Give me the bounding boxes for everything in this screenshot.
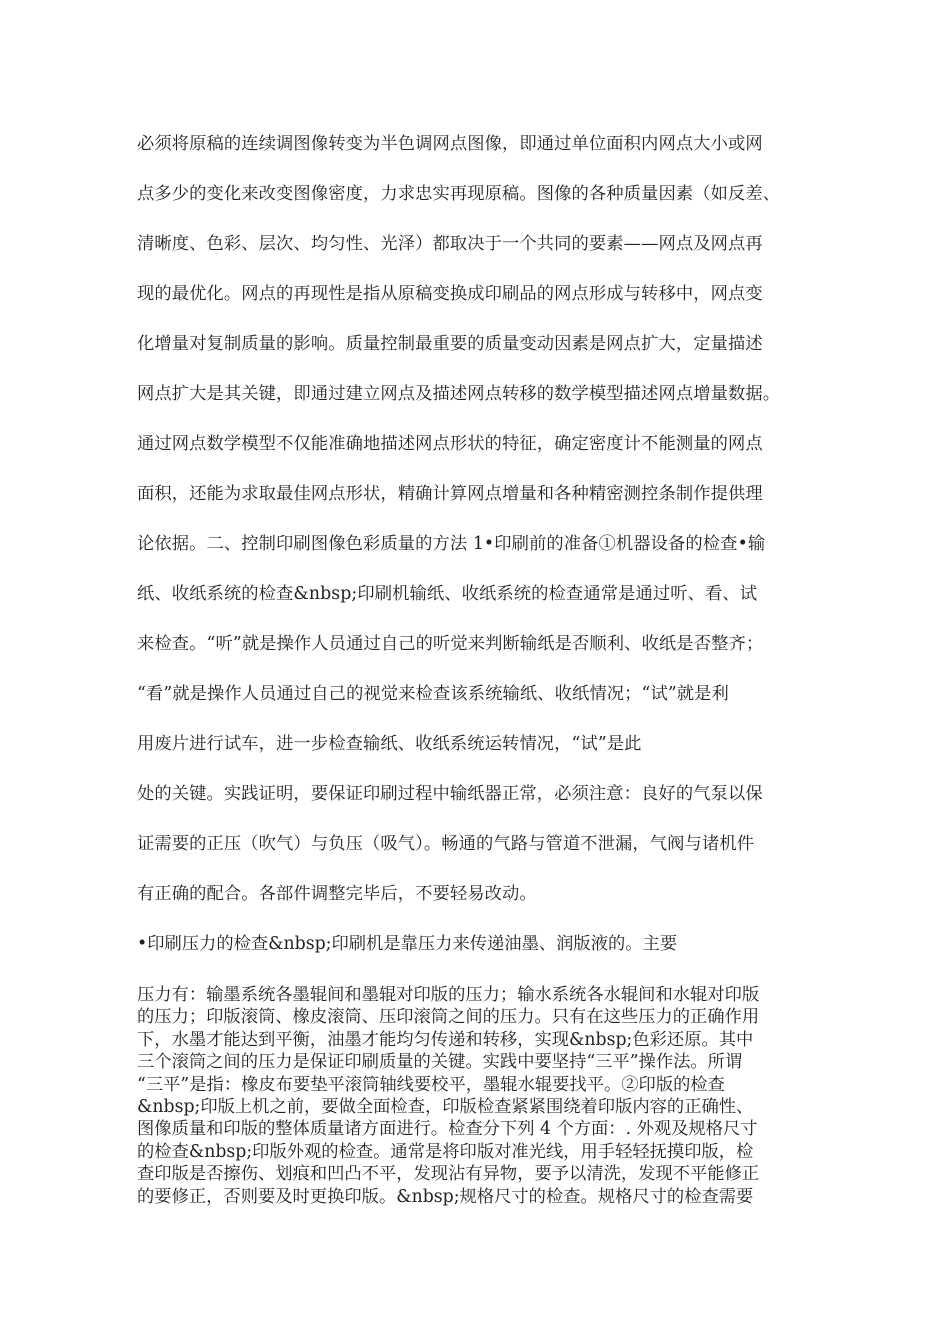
text-line: 用废片进行试车，进一步检查输纸、收纸系统运转情况，“试”是此 [137,734,642,754]
text-line: 点多少的变化来改变图像密度，力求忠实再现原稿。图像的各种质量因素（如反差、 [137,184,781,204]
text-line: 现的最优化。网点的再现性是指从原稿变换成印刷品的网点形成与转移中，网点变 [137,284,763,304]
text-line: 查印版是否擦伤、划痕和凹凸不平，发现沾有异物，要予以清洗，发现不平能修正 [137,1164,760,1185]
text-line: 面积，还能为求取最佳网点形状，精确计算网点增量和各种精密测控条制作提供理 [137,484,763,504]
text-line: 压力有：输墨系统各墨辊间和墨辊对印版的压力；输水系统各水辊间和水辊对印版 [137,985,760,1005]
text-line: 下，水墨才能达到平衡，油墨才能均匀传递和转移，实现&nbsp;色彩还原。其中 [137,1029,754,1050]
text-line: 网点扩大是其关键，即通过建立网点及描述网点转移的数学模型描述网点增量数据。 [137,384,781,404]
text-line: 处的关键。实践证明，要保证印刷过程中输纸器正常，必须注意：良好的气泵以保 [137,784,763,804]
text-line: 证需要的正压（吹气）与负压（吸气）。畅通的气路与管道不泄漏，气阀与诸机件 [137,834,755,854]
text-line: 通过网点数学模型不仅能准确地描述网点形状的特征，确定密度计不能测量的网点 [137,434,763,454]
text-line: 纸、收纸系统的检查&nbsp;印刷机输纸、收纸系统的检查通常是通过听、看、试 [137,584,758,604]
text-line: 清晰度、色彩、层次、均匀性、光泽）都取决于一个共同的要素——网点及网点再 [137,234,763,254]
text-line: 有正确的配合。各部件调整完毕后，不要轻易改动。 [137,884,537,904]
text-line: 的检查&nbsp;印版外观的检查。通常是将印版对准光线，用手轻轻抚摸印版，检 [137,1141,754,1162]
text-line: 来检查。“听”就是操作人员通过自己的听觉来判断输纸是否顺利、收纸是否整齐； [137,634,764,654]
text-line: &nbsp;印版上机之前，要做全面检查，印版检查紧紧围绕着印版内容的正确性、 [137,1096,754,1117]
text-line: 的压力；印版滚筒、橡皮滚筒、压印滚筒之间的压力。只有在这些压力的正确作用 [137,1007,760,1028]
body-text-dense [137,984,837,1208]
bullet-paragraph-start: •印刷压力的检查&nbsp;印刷机是靠压力来传递油墨、润版液的。主要 [137,934,678,954]
text-line: 图像质量和印版的整体质量诸方面进行。检查分下列 4 个方面：. 外观及规格尺寸 [137,1119,758,1140]
text-line: 论依据。二、控制印刷图像色彩质量的方法 1•印刷前的准备①机器设备的检查•输 [137,534,766,554]
text-line: 必须将原稿的连续调图像转变为半色调网点图像，即通过单位面积内网点大小或网 [137,134,763,154]
text-line: “看”就是操作人员通过自己的视觉来检查该系统输纸、收纸情况；“试”就是利 [137,684,729,704]
text-line: 的要修正，否则要及时更换印版。&nbsp;规格尺寸的检查。规格尺寸的检查需要 [137,1186,754,1207]
text-line: “三平”是指：橡皮布要垫平滚筒轴线要校平，墨辊水辊要找平。②印版的检查 [137,1074,725,1095]
text-line: 化增量对复制质量的影响。质量控制最重要的质量变动因素是网点扩大，定量描述 [137,334,763,354]
body-text-wide-spacing [137,132,857,932]
text-line: 三个滚筒之间的压力是保证印刷质量的关键。实践中要坚持“三平”操作法。所谓 [137,1052,743,1073]
